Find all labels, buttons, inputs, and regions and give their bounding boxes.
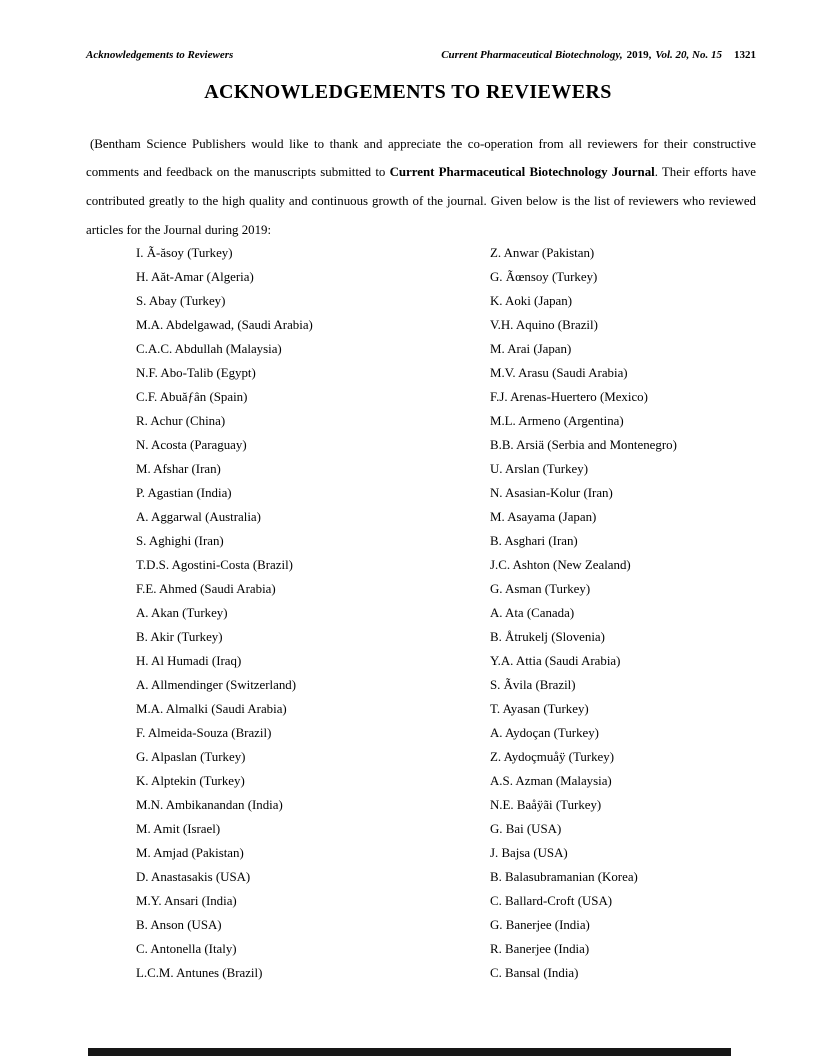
reviewer-item: G. Banerjee (India): [490, 918, 590, 932]
reviewer-item: N.F. Abo-Talib (Egypt): [136, 366, 256, 380]
journal-year: 2019,: [626, 49, 652, 61]
reviewer-item: M.V. Arasu (Saudi Arabia): [490, 366, 628, 380]
reviewer-item: G. Alpaslan (Turkey): [136, 750, 246, 764]
reviewer-item: R. Achur (China): [136, 414, 226, 428]
reviewer-item: B. Balasubramanian (Korea): [490, 870, 638, 884]
reviewer-item: H. Al Humadi (Iraq): [136, 654, 242, 668]
reviewer-item: J.C. Ashton (New Zealand): [490, 558, 631, 572]
reviewer-item: F. Almeida-Souza (Brazil): [136, 726, 272, 740]
reviewer-item: A. Akan (Turkey): [136, 606, 228, 620]
reviewer-item: A. Ata (Canada): [490, 606, 575, 620]
reviewer-item: T.D.S. Agostini-Costa (Brazil): [136, 558, 293, 572]
intro-text-journal-bold: Current Pharmaceutical Biotechnology Journal: [389, 165, 655, 180]
reviewer-item: G. Ãœnsoy (Turkey): [490, 270, 598, 284]
reviewer-item: B. Akir (Turkey): [136, 630, 223, 644]
reviewer-item: M. Amjad (Pakistan): [136, 846, 244, 860]
reviewer-item: Y.A. Attia (Saudi Arabia): [490, 654, 621, 668]
reviewer-item: Z. Aydoçmuåÿ (Turkey): [490, 750, 615, 764]
reviewer-item: A.S. Azman (Malaysia): [490, 774, 612, 788]
reviewer-item: C. Ballard-Croft (USA): [490, 894, 613, 908]
reviewer-item: N. Asasian-Kolur (Iran): [490, 486, 613, 500]
reviewer-item: F.J. Arenas-Huertero (Mexico): [490, 390, 648, 404]
reviewer-item: A. Aggarwal (Australia): [136, 510, 261, 524]
reviewer-item: G. Bai (USA): [490, 822, 562, 836]
running-head-left: Acknowledgements to Reviewers: [86, 49, 234, 61]
page-title: ACKNOWLEDGEMENTS TO REVIEWERS: [204, 81, 612, 103]
reviewer-item: B.B. Arsiä (Serbia and Montenegro): [490, 438, 677, 452]
reviewer-list: [136, 241, 790, 985]
reviewer-item: C. Bansal (India): [490, 966, 579, 980]
reviewer-item: N. Acosta (Paraguay): [136, 438, 247, 452]
reviewer-item: M.L. Armeno (Argentina): [490, 414, 624, 428]
reviewer-item: H. Aăt-Amar (Algeria): [136, 270, 254, 284]
reviewer-item: M.A. Abdelgawad, (Saudi Arabia): [136, 318, 313, 332]
reviewer-item: T. Ayasan (Turkey): [490, 702, 589, 716]
reviewer-item: M.N. Ambikanandan (India): [136, 798, 283, 812]
reviewer-column-left: [136, 241, 490, 985]
reviewer-item: R. Banerjee (India): [490, 942, 590, 956]
reviewer-item: J. Bajsa (USA): [490, 846, 568, 860]
reviewer-item: B. Asghari (Iran): [490, 534, 578, 548]
reviewer-item: M. Afshar (Iran): [136, 462, 221, 476]
reviewer-item: G. Asman (Turkey): [490, 582, 591, 596]
reviewer-item: F.E. Ahmed (Saudi Arabia): [136, 582, 276, 596]
reviewer-column-right: [490, 241, 790, 985]
reviewer-item: M.Y. Ansari (India): [136, 894, 237, 908]
reviewer-item: U. Arslan (Turkey): [490, 462, 588, 476]
reviewer-item: Z. Anwar (Pakistan): [490, 246, 595, 260]
reviewer-item: S. Ãvila (Brazil): [490, 678, 576, 692]
reviewer-item: S. Aghighi (Iran): [136, 534, 224, 548]
bottom-scan-bar: [88, 1048, 731, 1056]
reviewer-item: B. Anson (USA): [136, 918, 222, 932]
reviewer-item: V.H. Aquino (Brazil): [490, 318, 598, 332]
page-number: 1321: [734, 49, 756, 61]
running-head: [86, 49, 756, 61]
reviewer-item: P. Agastian (India): [136, 486, 232, 500]
reviewer-item: A. Allmendinger (Switzerland): [136, 678, 297, 692]
reviewer-item: B. Åtrukelj (Slovenia): [490, 630, 605, 644]
intro-text-post: . Their efforts have contributed greatly to the high quality and continuous growth of the journal. Given below is the list of reviewers who reviewed articles for the Journal during 2019:: [86, 165, 756, 237]
reviewer-item: M.A. Almalki (Saudi Arabia): [136, 702, 287, 716]
intro-text-pre: (Bentham Science Publishers would like to thank and appreciate the co-operation from all reviewers for their constructive comments and feedback on the manuscripts submitted to: [86, 136, 756, 180]
reviewer-item: N.E. Baåÿãi (Turkey): [490, 798, 602, 812]
reviewer-item: K. Alptekin (Turkey): [136, 774, 245, 788]
reviewer-item: A. Aydoçan (Turkey): [490, 726, 599, 740]
reviewer-item: I. Ã-ăsoy (Turkey): [136, 246, 233, 260]
reviewer-item: D. Anastasakis (USA): [136, 870, 251, 884]
journal-volume: Vol. 20, No. 15: [655, 49, 722, 61]
running-head-right: [441, 49, 756, 61]
reviewer-item: L.C.M. Antunes (Brazil): [136, 966, 263, 980]
reviewer-item: S. Abay (Turkey): [136, 294, 226, 308]
intro-paragraph: [86, 130, 756, 244]
reviewer-item: C.A.C. Abdullah (Malaysia): [136, 342, 282, 356]
reviewer-item: C. Antonella (Italy): [136, 942, 237, 956]
reviewer-item: M. Arai (Japan): [490, 342, 572, 356]
reviewer-item: C.F. Abuăƒân (Spain): [136, 390, 248, 404]
journal-name: Current Pharmaceutical Biotechnology,: [441, 49, 623, 61]
reviewer-item: M. Asayama (Japan): [490, 510, 597, 524]
reviewer-item: K. Aoki (Japan): [490, 294, 572, 308]
reviewer-item: M. Amit (Israel): [136, 822, 221, 836]
